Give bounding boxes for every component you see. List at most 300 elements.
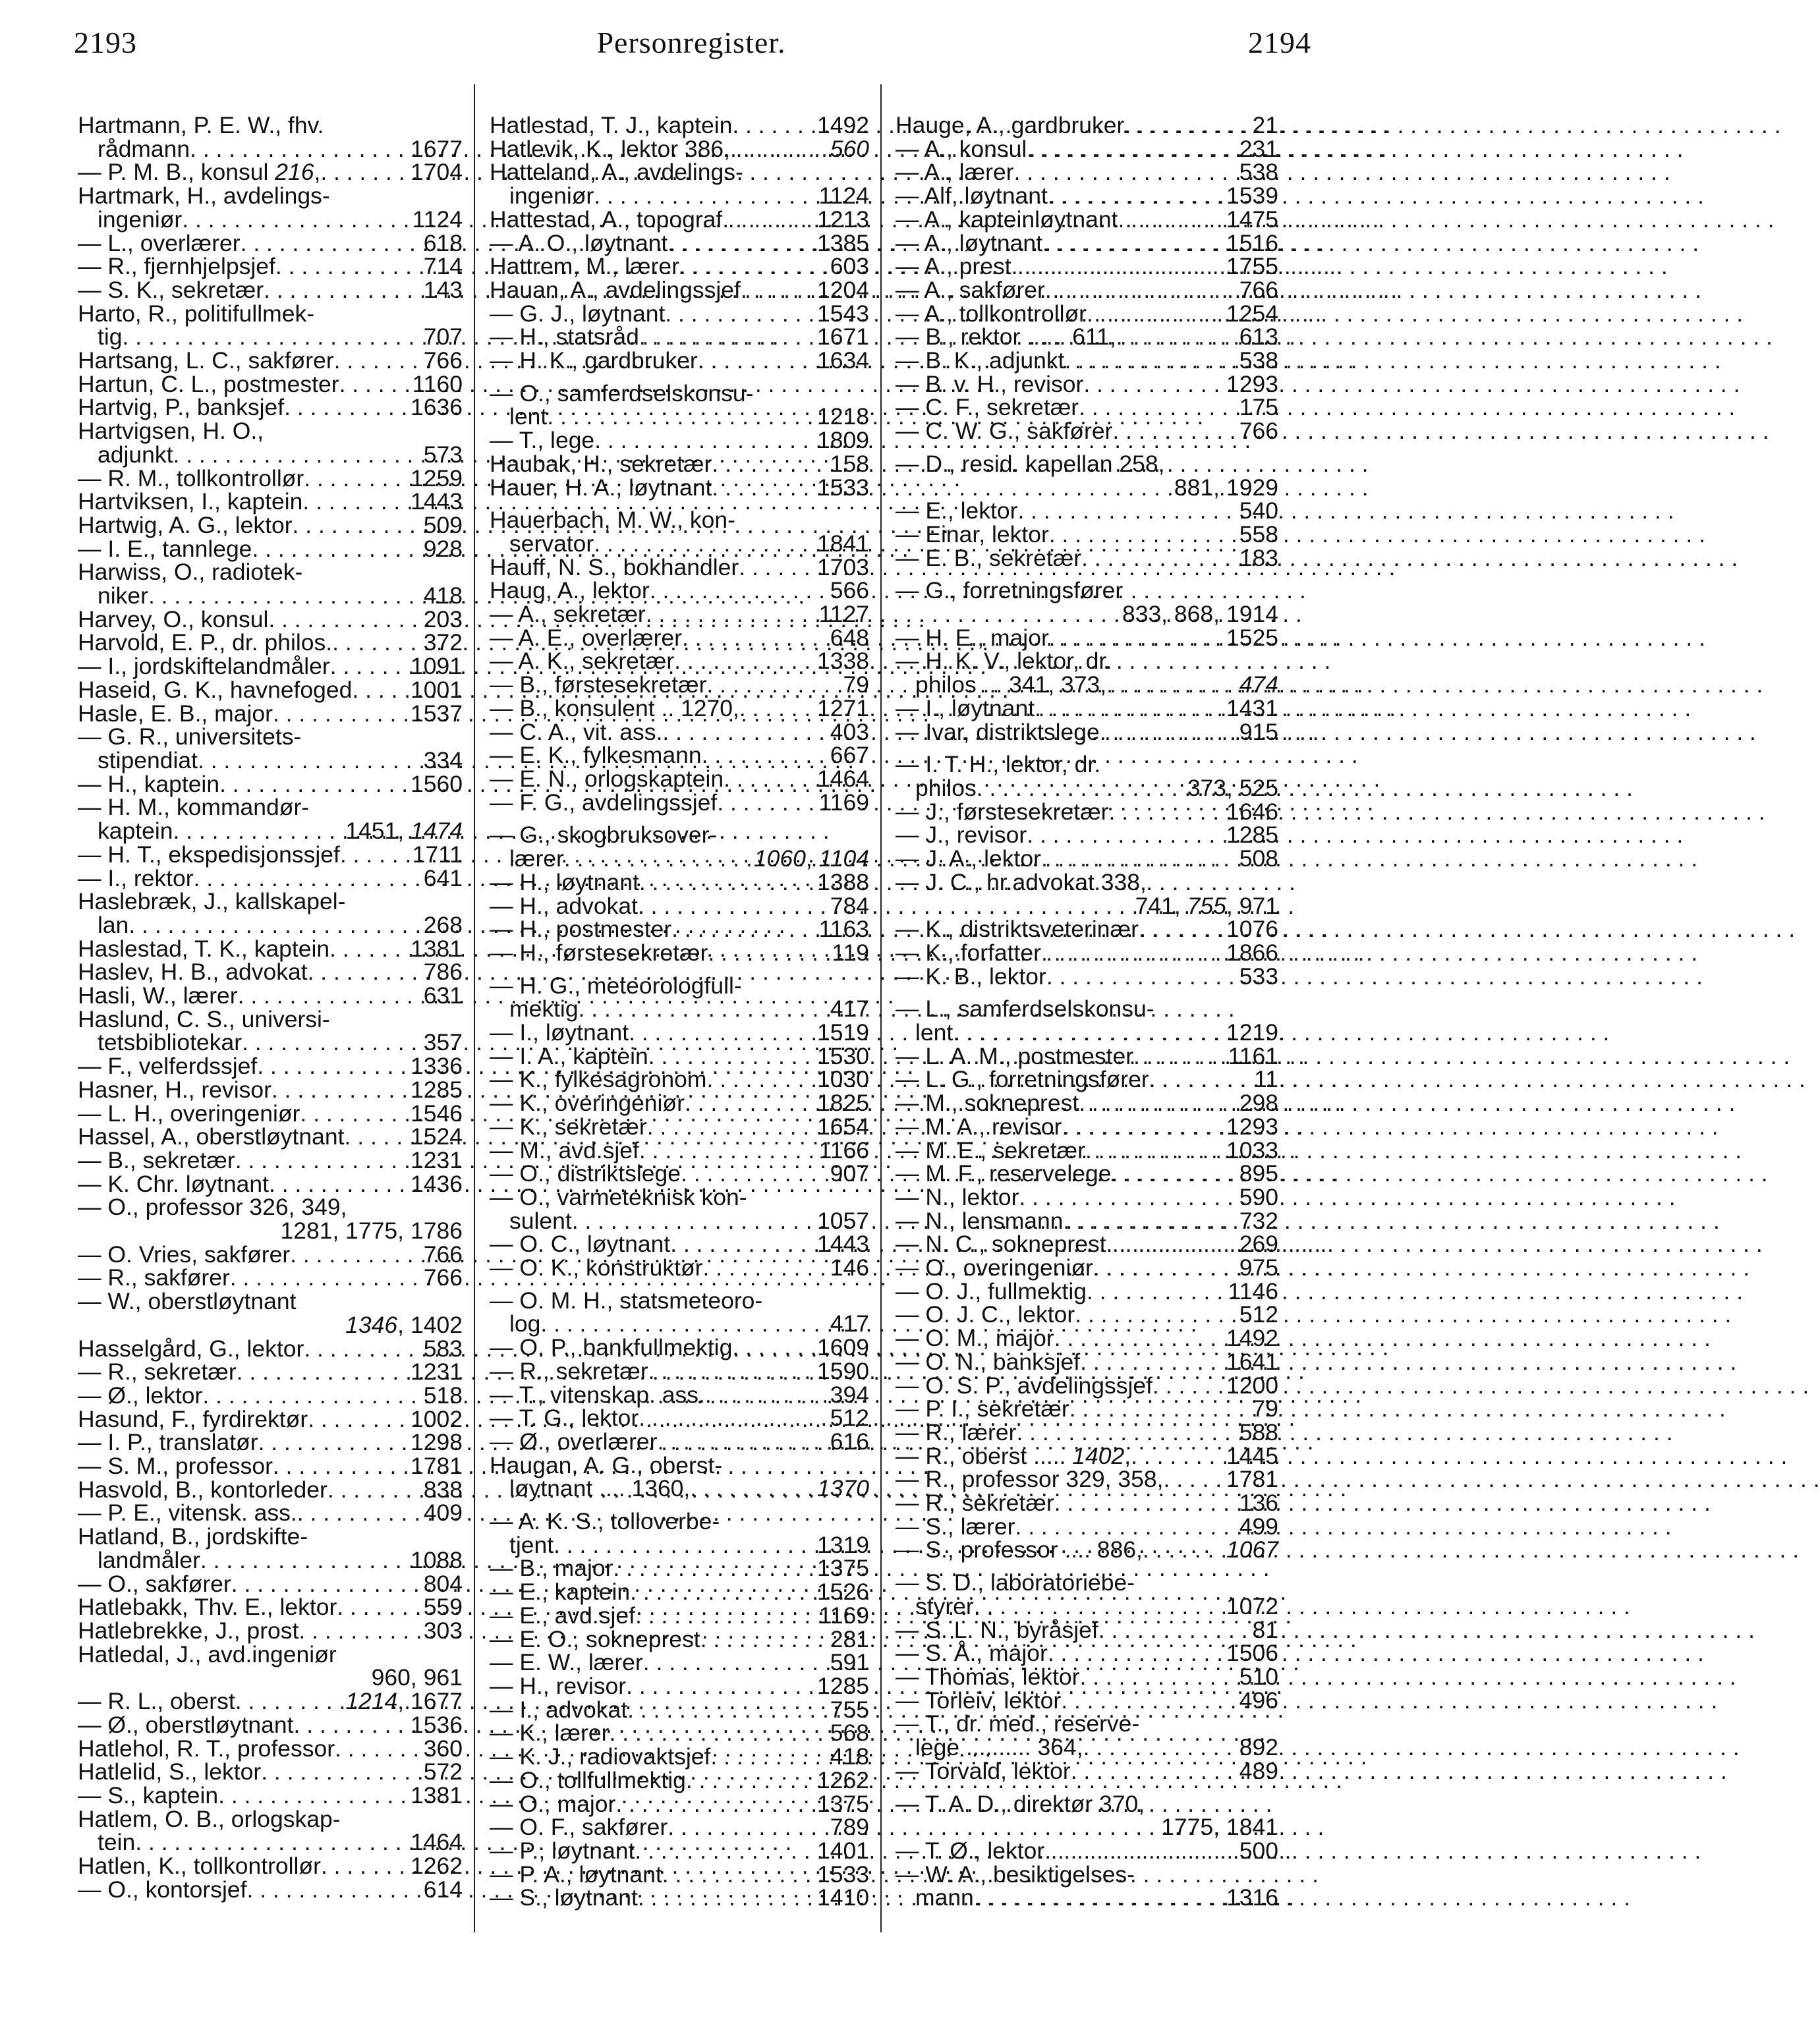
index-entry (896, 1468, 1278, 1492)
entry-line: — A., sakfører . . . 766 (896, 279, 1278, 302)
index-entry (490, 718, 869, 745)
index-entry (78, 631, 463, 655)
index-entry (490, 974, 869, 1021)
entry-line: — K. B., lektor . . . 533 (896, 965, 1278, 989)
index-entry (490, 941, 869, 965)
index-entry (896, 370, 1278, 397)
entry-line: Hasle, E. B., major . . . 1537 (78, 702, 463, 726)
index-entry (78, 1737, 463, 1761)
entry-line: philos . . . 373, 525 (896, 777, 1278, 800)
index-entry (78, 420, 463, 466)
index-entry (78, 935, 463, 962)
entry-line: — B., sekretær . . . 1231 (78, 1149, 463, 1173)
entry-line: — N., lektor . . . 590 (896, 1186, 1278, 1210)
index-entry (490, 429, 869, 453)
entry-line: Hatlebakk, Thv. E., lektor . . . 559 (78, 1596, 463, 1619)
index-entry (78, 1055, 463, 1079)
index-entry (490, 892, 869, 919)
entry-line: — I., advokat . . . 755 (490, 1698, 869, 1722)
index-entry (78, 984, 463, 1008)
entry-line: — Thomas, lektor . . . 510 (896, 1666, 1278, 1689)
index-entry (490, 603, 869, 627)
entry-line: — Torleiv, lektor . . . 496 (896, 1689, 1278, 1713)
index-entry (490, 1766, 869, 1793)
index-entry (490, 918, 869, 941)
entry-line: — J. C., hr.advokat 338, (896, 868, 1147, 895)
entry-line: Hatland, B., jordskifte- (78, 1523, 308, 1550)
entry-line: stipendiat . . . 334 (78, 749, 463, 773)
index-entry (896, 1233, 1278, 1256)
index-entry (78, 1076, 463, 1103)
entry-line: 881, 1929 (1174, 474, 1278, 501)
index-entry (490, 1698, 869, 1722)
entry-line: Hattestad, A., topograf . . . 1213 (490, 208, 869, 232)
entry-line: — Einar, lektor . . . 558 (896, 523, 1278, 547)
index-entry (78, 1619, 463, 1643)
index-entry (896, 1515, 1278, 1539)
index-entry (896, 1256, 1278, 1280)
entry-line: — H. K. V., lektor, dr. (896, 648, 1112, 675)
index-entry (490, 1510, 869, 1557)
index-entry (490, 1625, 869, 1652)
entry-line: — J., revisor . . . 1285 (896, 824, 1278, 847)
index-entry (78, 1855, 463, 1878)
entry-line: — R., sekretær . . . 1231 (78, 1361, 463, 1384)
index-entry (896, 1689, 1278, 1713)
index-entry (896, 544, 1278, 571)
entry-line: servator . . . 1841 (490, 532, 869, 556)
entry-line: — F. G., avdelingssjef . . . 1169 (490, 791, 869, 815)
entry-line: Harvold, E. P., dr. philos. . . . 372 (78, 631, 463, 655)
entry-line: — O. N., banksjef . . . 1641 (896, 1351, 1278, 1374)
entry-line: — J. A., lektor . . . 508 (896, 847, 1278, 871)
index-entry (896, 1712, 1278, 1759)
entry-line: — O. F., sakfører . . . 789 (490, 1816, 869, 1839)
entry-line: — O. K., konstruktør . . . 146 (490, 1256, 869, 1280)
index-entry (490, 1675, 869, 1698)
entry-line: — K., lærer . . . 568 (490, 1722, 869, 1745)
entry-line: — S., kaptein . . . 1381 (78, 1784, 463, 1808)
entry-line: Hartmann, P. E. W., fhv. (78, 112, 324, 138)
entry-line: — O. J. C., lektor . . . 512 (896, 1303, 1278, 1327)
index-entry (78, 184, 463, 231)
index-entry (896, 1839, 1278, 1863)
entry-line: — N. C., sokneprest . . . 269 (896, 1233, 1278, 1256)
entry-line: 1346, 1402 (345, 1311, 463, 1338)
entry-line: — P. I., sekretær . . . 79 (896, 1397, 1278, 1421)
entry-line: — I. A., kaptein . . . 1530 (490, 1045, 869, 1069)
index-entry (78, 655, 463, 679)
index-entry (896, 1418, 1278, 1445)
entry-line: — H. G., meteorologfull- (490, 972, 742, 999)
entry-line: — O. M., major . . . 1492 (896, 1327, 1278, 1351)
index-entry (490, 1722, 869, 1745)
entry-line: landmåler . . . 1088 (78, 1549, 463, 1573)
index-entry (896, 1136, 1278, 1164)
entry-line: — N., lensmann . . . 732 (896, 1210, 1278, 1233)
index-entry (490, 1557, 869, 1581)
index-entry (896, 1571, 1278, 1618)
entry-line: — H. M., kommandør- (78, 794, 310, 821)
entry-line: — C. F., sekretær . . . 175 (896, 396, 1278, 420)
entry-line: — C. A., vit. ass. . . . 403 (490, 721, 869, 744)
index-entry (896, 824, 1278, 847)
entry-line: tjent . . . 1319 (490, 1534, 869, 1557)
entry-line: mektig . . . 417 (490, 997, 869, 1021)
entry-line: — E. W., lærer . . . 591 (490, 1651, 869, 1675)
index-entry (78, 1455, 463, 1478)
entry-line: — A., tollkontrollør . . . 1254 (896, 302, 1278, 326)
entry-line: — R., sakfører . . . 766 (78, 1266, 463, 1290)
entry-line: — R., sekretær . . . 1590 (490, 1360, 869, 1384)
index-entry (896, 1183, 1278, 1210)
index-entry (78, 796, 463, 843)
index-entry (78, 1878, 463, 1902)
entry-line: kaptein . . . 1451, 1474 (78, 820, 463, 843)
entry-line: Hatlem, O. B., orlogskap- (78, 1805, 341, 1832)
entry-line: — T., dr. med., reserve- (896, 1710, 1140, 1737)
entry-line: lent . . . 1219 (896, 1021, 1278, 1045)
entry-line: — B., rektor ...... 611, . . . 613 (896, 325, 1278, 349)
index-entry (490, 579, 869, 603)
index-entry (896, 868, 1278, 919)
entry-line: løytnant .... 1360, . . . 1370 (490, 1477, 869, 1501)
entry-line: — O. J., fullmektig . . . 1146 (896, 1280, 1278, 1304)
index-entry (490, 325, 869, 349)
index-entry (78, 370, 463, 397)
index-entry (490, 1381, 869, 1408)
index-entry (78, 1570, 463, 1597)
index-entry (490, 765, 869, 792)
index-entry (896, 1042, 1278, 1069)
index-entry (78, 1361, 463, 1384)
index-entry (896, 800, 1278, 824)
entry-line: — M., sokneprest . . . 298 (896, 1092, 1278, 1115)
entry-line: sulent . . . 1057 (490, 1210, 869, 1233)
entry-line: — A. K., sekretær . . . 1338 (490, 650, 869, 673)
index-entry (490, 135, 869, 162)
index-entry (78, 1711, 463, 1738)
entry-line: — M. F., reservelege . . . 895 (896, 1162, 1278, 1186)
index-entry (78, 890, 463, 937)
index-entry (896, 1616, 1278, 1643)
entry-line: — R., fjernhjelpsjef . . . 714 (78, 255, 463, 279)
entry-line: — A., konsul . . . 231 (896, 138, 1278, 161)
index-entry (896, 918, 1278, 941)
index-entry (490, 1042, 869, 1069)
right-page-number: 2194 (1248, 26, 1311, 59)
entry-line: — B., førstesekretær . . . 79 (490, 673, 869, 697)
index-entry (490, 1256, 869, 1280)
index-entry (78, 511, 463, 538)
index-entry (896, 624, 1278, 651)
left-page-number: 2193 (74, 26, 137, 59)
index-entry (490, 450, 869, 477)
entry-line: lent . . . 1218 (490, 405, 869, 429)
index-entry (896, 114, 1278, 138)
index-entry (78, 676, 463, 703)
entry-line: Haslebræk, J., kallskapel- (78, 888, 346, 915)
index-entry (896, 1790, 1278, 1841)
index-entry (896, 450, 1278, 501)
entry-line: — H., advokat . . . 784 (490, 895, 869, 918)
index-entry (896, 255, 1278, 279)
index-entry (490, 1068, 869, 1092)
index-entry (896, 753, 1278, 800)
entry-line: — I. E., tannlege . . . 928 (78, 538, 463, 561)
entry-line: — M., avd.sjef . . . 1166 (490, 1139, 869, 1163)
entry-line: Hauff, N. S., bokhandler . . . 1703 (490, 556, 869, 580)
entry-line: — Alf, løytnant . . . 1539 (896, 184, 1278, 208)
entry-line: — I. P., translatør . . . 1298 (78, 1431, 463, 1455)
index-entry (490, 824, 869, 870)
index-entry (896, 1757, 1278, 1784)
index-entry (896, 325, 1278, 349)
index-entry (896, 1277, 1278, 1305)
entry-line: Hatlelid, S., lektor . . . 572 (78, 1760, 463, 1784)
index-entry (78, 1478, 463, 1502)
entry-line: — A., løytnant . . . 1516 (896, 232, 1278, 256)
entry-line: rådmann . . . 1677 (78, 138, 463, 161)
index-entry (490, 208, 869, 232)
index-entry (78, 770, 463, 797)
index-entry (78, 1431, 463, 1455)
entry-line: — Ø., lektor . . . 518 (78, 1384, 463, 1408)
entry-line: — O., sakfører . . . 804 (78, 1573, 463, 1596)
index-entry (490, 509, 869, 555)
index-entry (896, 1207, 1278, 1234)
index-entry (78, 1805, 463, 1856)
index-column-2 (490, 114, 869, 1910)
entry-line: mann . . . 1316 (896, 1886, 1278, 1910)
entry-line: — K., forfatter . . . 1866 (896, 941, 1278, 965)
index-entry (78, 302, 463, 349)
entry-line: Haslestad, T. K., kaptein . . . 1381 (78, 938, 463, 961)
index-entry (78, 702, 463, 726)
entry-line: — K. J., radiovaktsjef . . . 418 (490, 1745, 869, 1769)
entry-line: — A., prest . . . 1755 (896, 255, 1278, 279)
entry-line: adjunkt . . . 573 (78, 443, 463, 467)
entry-line: Hartvigsen, H. O., (78, 418, 264, 445)
entry-line: Hauerbach, M. W., kon- (490, 507, 735, 534)
index-entry (490, 161, 869, 208)
entry-line: Hatlebrekke, J., prost . . . 303 (78, 1619, 463, 1643)
entry-line: — L., overlærer . . . 618 (78, 232, 463, 256)
index-entry (490, 553, 869, 580)
entry-line: — E. O., sokneprest . . . 281 (490, 1628, 869, 1652)
index-entry (78, 1525, 463, 1572)
entry-line: — O., distriktslege . . . 907 (490, 1162, 869, 1186)
entry-line: — O., professor 326, 349, (78, 1194, 347, 1221)
index-entry (78, 1643, 463, 1690)
index-entry (78, 1384, 463, 1408)
page-title: Personregister. (596, 26, 786, 59)
entry-line: Hasselgård, G., lektor . . . 583 (78, 1337, 463, 1361)
entry-line: — O., major . . . 1375 (490, 1793, 869, 1816)
index-entry (896, 184, 1278, 208)
index-entry (490, 1136, 869, 1164)
entry-line: styrer . . . 1072 (896, 1595, 1278, 1619)
index-entry (78, 1760, 463, 1784)
entry-line: Hattrem, M., lærer . . . 603 (490, 255, 869, 279)
entry-line: — O., overingeniør . . . 975 (896, 1256, 1278, 1280)
entry-line: — L., samferdselskonsu- (896, 996, 1154, 1023)
index-entry (78, 1146, 463, 1173)
index-entry (896, 694, 1278, 721)
entry-line: Hartviksen, I., kaptein . . . 1443 (78, 490, 463, 514)
index-entry (896, 1397, 1278, 1421)
entry-line: — E. B., sekretær . . . 183 (896, 547, 1278, 571)
entry-line: — P., løytnant . . . 1401 (490, 1839, 869, 1863)
index-entry (896, 941, 1278, 965)
entry-line: — H., statsråd . . . 1671 (490, 325, 869, 349)
entry-line: Harto, R., politifullmek- (78, 300, 315, 327)
entry-line: — H., postmester . . . 1163 (490, 918, 869, 941)
index-entry (78, 276, 463, 303)
index-entry (896, 1348, 1278, 1375)
index-entry (490, 791, 869, 815)
entry-line: niker . . . 418 (78, 584, 463, 608)
entry-line: — B. K., adjunkt . . . 538 (896, 349, 1278, 373)
entry-line: — K., overingeniør . . . 1825 (490, 1092, 869, 1115)
index-entry (78, 843, 463, 867)
entry-line: — D., resid. kapellan 258, (896, 450, 1165, 477)
entry-line: Haug, A., lektor . . . 566 (490, 579, 869, 603)
entry-line: Hassel, A., oberstløytnant . . . 1524 (78, 1125, 463, 1149)
entry-line: — K. Chr. løytnant . . . 1436 (78, 1173, 463, 1196)
entry-line: 1281, 1775, 1786 (280, 1218, 463, 1245)
entry-line: — H. E., major . . . 1525 (896, 627, 1278, 650)
index-entry (490, 1581, 869, 1604)
entry-line: — K., distriktsveterinær . . . 1076 (896, 918, 1278, 941)
entry-line: — R., lærer . . . 588 (896, 1421, 1278, 1445)
entry-line: — O. C., løytnant . . . 1443 (490, 1233, 869, 1256)
index-entry (78, 1405, 463, 1432)
index-entry (490, 1790, 869, 1817)
entry-line: Hartmark, H., avdelings- (78, 182, 330, 210)
entry-line: — T. A. D., direktør 370, (896, 1790, 1145, 1817)
entry-line: Hauan, A., avdelingssjef . . . 1204 (490, 279, 869, 302)
entry-line: philos ... 341, 373, . . . 474 (896, 673, 1278, 697)
entry-line: — R. L., oberst . . . 1214, 1677 (78, 1690, 463, 1714)
index-column-3 (896, 114, 1278, 1910)
index-entry (78, 1290, 463, 1337)
index-entry (78, 1690, 463, 1714)
entry-line: — H. K., gardbruker . . . 1634 (490, 349, 869, 373)
entry-line: Hartsang, L. C., sakfører . . . 766 (78, 349, 463, 373)
entry-line: — I. T. H., lektor, dr. (896, 751, 1101, 778)
entry-line: 741, 755, 971 (1135, 892, 1278, 919)
entry-line: ingeniør . . . 1124 (490, 184, 869, 208)
index-entry (78, 349, 463, 373)
entry-line: — L. G., forretningsfører . . . 11 (896, 1068, 1278, 1092)
index-entry (896, 1115, 1278, 1139)
entry-line: Hasner, H., revisor . . . 1285 (78, 1079, 463, 1102)
entry-line: — S. Å., major . . . 1506 (896, 1642, 1278, 1666)
entry-line: — Torvald, lektor . . . 489 (896, 1760, 1278, 1783)
index-entry (78, 561, 463, 607)
index-entry (490, 1863, 869, 1887)
entry-line: tein . . . 1464 (78, 1831, 463, 1855)
index-entry (78, 535, 463, 562)
entry-line: lan . . . 268 (78, 914, 463, 938)
entry-line: — E., avd.sjef . . . 1169 (490, 1604, 869, 1628)
entry-line: — O., kontorsjef . . . 614 (78, 1878, 463, 1902)
index-entry (490, 255, 869, 279)
index-column-1 (78, 114, 463, 1901)
entry-line: — A., kapteinløytnant . . . 1475 (896, 208, 1278, 232)
index-entry (78, 490, 463, 514)
index-entry (490, 302, 869, 326)
entry-line: Hatledal, J., avd.ingeniør (78, 1641, 337, 1668)
index-entry (896, 135, 1278, 162)
entry-line: — L. A. M., postmester . . . 1161 (896, 1045, 1278, 1069)
index-entry (490, 1183, 869, 1234)
index-entry (490, 673, 869, 697)
entry-line: — E. K., fylkesmann . . . 667 (490, 744, 869, 768)
index-entry (896, 302, 1278, 326)
entry-line: — O. S. P., avdelingssjef . . . 1200 (896, 1374, 1278, 1398)
entry-line: — H., løytnant . . . 1388 (490, 871, 869, 895)
index-entry (78, 864, 463, 891)
index-entry (78, 1125, 463, 1149)
entry-line: — I., rektor . . . 641 (78, 867, 463, 891)
index-entry (490, 349, 869, 373)
entry-line: Haseid, G. K., havnefoged . . . 1001 (78, 679, 463, 702)
entry-line: Hartwig, A. G., lektor . . . 509 (78, 514, 463, 538)
entry-line: — M. A., revisor . . . 1293 (896, 1115, 1278, 1139)
entry-line: — H., førstesekretær . . . 119 (490, 941, 869, 965)
entry-line: tig . . . 707 (78, 325, 463, 349)
entry-line: Hatlevik, K., lektor 386, . . . 560 (490, 138, 869, 161)
index-entry (490, 624, 869, 651)
index-entry (78, 1170, 463, 1197)
entry-line: — T., vitenskap. ass. . . . 394 (490, 1384, 869, 1407)
entry-line: 833, 868, 1914 (1122, 601, 1278, 628)
index-entry (490, 1092, 869, 1115)
index-entry (490, 1604, 869, 1628)
index-entry (78, 161, 463, 184)
entry-line: — G. J., løytnant . . . 1543 (490, 302, 869, 326)
index-entry (490, 1451, 869, 1502)
entry-line: Hartun, C. L., postmester . . . 1160 (78, 373, 463, 397)
entry-line: Hatlen, K., tollkontrollør . . . 1262 (78, 1855, 463, 1878)
entry-line: lærer . . . 1060, 1104 (490, 847, 869, 871)
entry-line: — A. E., overlærer . . . 648 (490, 627, 869, 650)
entry-line: — S. K., sekretær . . . 143 (78, 279, 463, 302)
index-entry (896, 847, 1278, 871)
index-entry (896, 396, 1278, 420)
entry-line: — S., professor .... 886, . . . 1067 (896, 1538, 1278, 1562)
index-entry (78, 1102, 463, 1126)
index-entry (78, 114, 463, 161)
index-entry (490, 114, 869, 138)
index-entry (490, 476, 869, 500)
entry-line: — E. N., orlogskaptein . . . 1464 (490, 768, 869, 791)
entry-line: — B., konsulent .. 1270, . . . 1271 (490, 697, 869, 721)
index-entry (896, 1442, 1278, 1469)
index-entry (896, 276, 1278, 303)
index-entry (78, 1005, 463, 1056)
entry-line: — Ø., oberstløytnant . . . 1536 (78, 1714, 463, 1737)
entry-line: — I., løytnant . . . 1431 (896, 697, 1278, 721)
entry-line: — G. R., universitets- (78, 723, 302, 750)
entry-line: — B. v. H., revisor . . . 1293 (896, 373, 1278, 397)
index-entry (490, 744, 869, 768)
entry-line: — R., professor 329, 358, . . . 1781 (896, 1468, 1278, 1492)
entry-line: — B., major . . . 1375 (490, 1557, 869, 1581)
index-entry (490, 1745, 869, 1769)
